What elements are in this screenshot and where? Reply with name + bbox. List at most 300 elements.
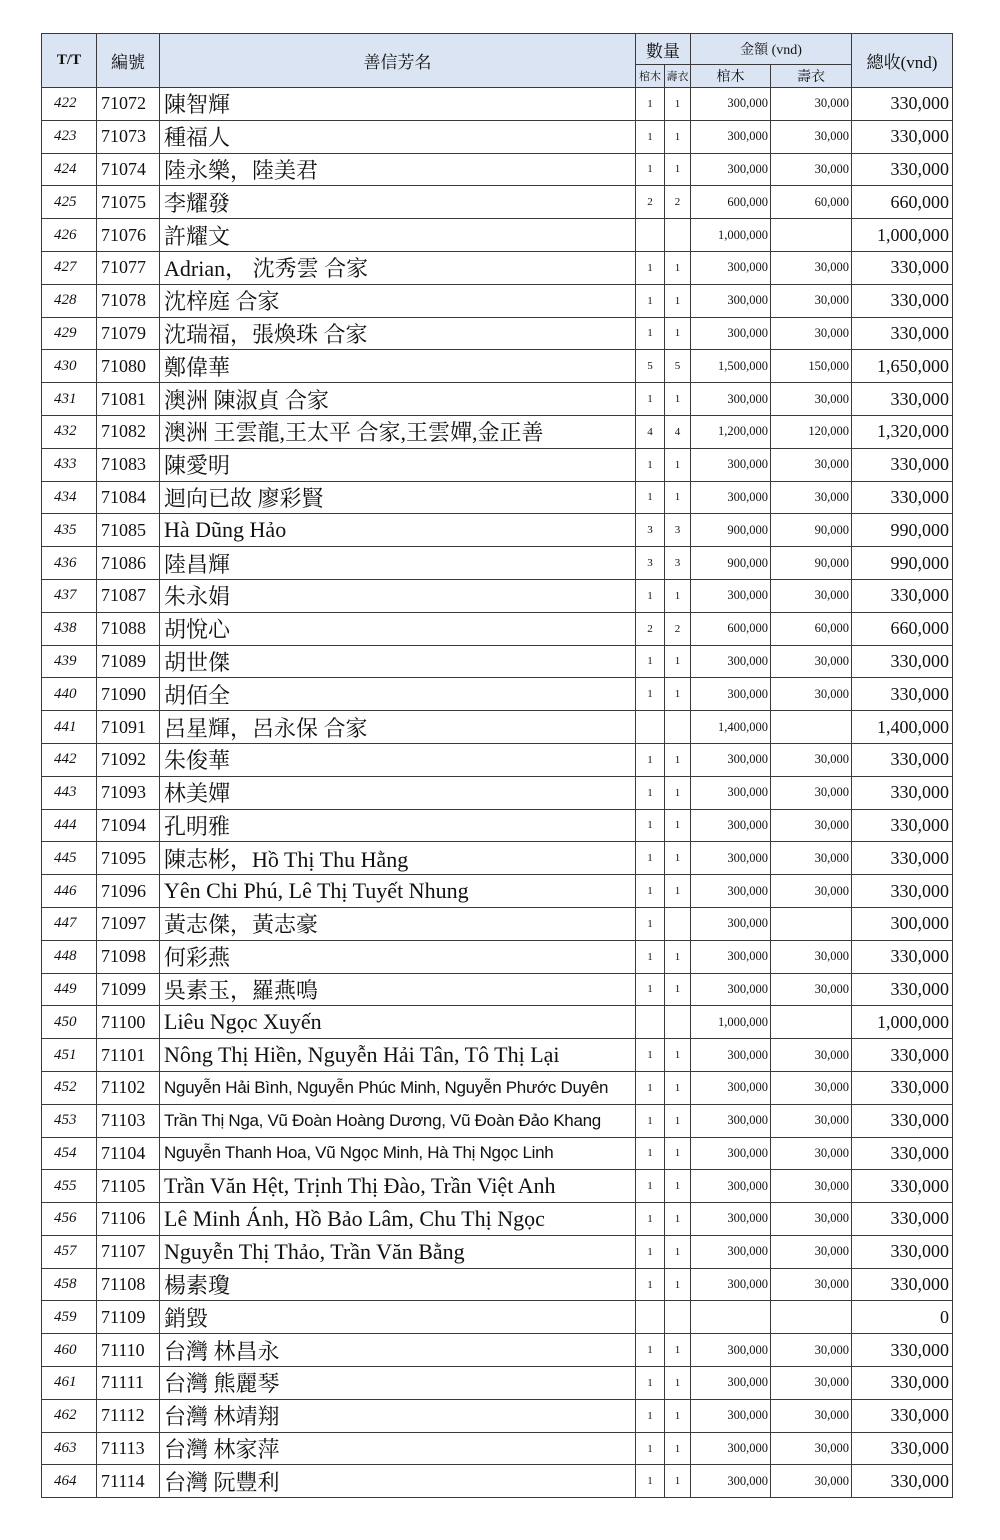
row-tt: 442 (42, 743, 97, 776)
table-row (42, 1465, 953, 1498)
row-tt: 454 (42, 1137, 97, 1170)
row-qty-coffin: 1 (636, 383, 665, 416)
row-number: 71094 (97, 809, 160, 842)
row-amount-shroud: 30,000 (771, 1203, 852, 1236)
row-name: 許耀文 (160, 219, 636, 252)
header-amount-shroud: 壽衣 (771, 65, 852, 88)
row-qty-coffin: 1 (636, 251, 665, 284)
row-qty-shroud: 1 (665, 1104, 691, 1137)
row-tt: 445 (42, 842, 97, 875)
table-row (42, 1039, 953, 1072)
row-qty-coffin: 1 (636, 1334, 665, 1367)
row-amount-coffin: 300,000 (691, 907, 771, 940)
header-tt: T/T (42, 34, 97, 88)
row-tt: 428 (42, 284, 97, 317)
row-qty-shroud: 2 (665, 186, 691, 219)
row-amount-shroud (771, 907, 852, 940)
row-name: 黃志傑，黃志豪 (160, 907, 636, 940)
row-number: 71084 (97, 481, 160, 514)
row-amount-coffin: 300,000 (691, 383, 771, 416)
row-tt: 446 (42, 875, 97, 908)
table-row (42, 907, 953, 940)
row-amount-coffin: 300,000 (691, 743, 771, 776)
row-qty-shroud: 1 (665, 940, 691, 973)
row-tt: 437 (42, 579, 97, 612)
row-qty-shroud: 1 (665, 383, 691, 416)
row-tt: 429 (42, 317, 97, 350)
row-total: 0 (852, 1301, 953, 1334)
row-total: 660,000 (852, 612, 953, 645)
row-amount-coffin: 300,000 (691, 1465, 771, 1498)
row-total: 1,000,000 (852, 1006, 953, 1039)
row-tt: 447 (42, 907, 97, 940)
row-amount-coffin: 300,000 (691, 875, 771, 908)
table-row (42, 711, 953, 744)
row-total: 660,000 (852, 186, 953, 219)
row-total: 330,000 (852, 1399, 953, 1432)
row-amount-coffin: 600,000 (691, 186, 771, 219)
row-total: 330,000 (852, 1235, 953, 1268)
row-amount-shroud: 30,000 (771, 1268, 852, 1301)
row-number: 71089 (97, 645, 160, 678)
row-amount-shroud: 30,000 (771, 88, 852, 121)
row-name: Nguyễn Thanh Hoa, Vũ Ngọc Minh, Hà Thị Ngọc Linh (160, 1137, 636, 1170)
row-amount-shroud (771, 219, 852, 252)
row-number: 71103 (97, 1104, 160, 1137)
table-row (42, 1301, 953, 1334)
row-number: 71090 (97, 678, 160, 711)
row-name: 吳素玉，羅燕鳴 (160, 973, 636, 1006)
row-tt: 424 (42, 153, 97, 186)
row-qty-coffin: 1 (636, 1235, 665, 1268)
table-row (42, 1203, 953, 1236)
row-amount-shroud (771, 1006, 852, 1039)
row-name: 陳志彬，Hồ Thị Thu Hằng (160, 842, 636, 875)
row-tt: 432 (42, 415, 97, 448)
table-row (42, 1432, 953, 1465)
row-number: 71087 (97, 579, 160, 612)
row-number: 71074 (97, 153, 160, 186)
table-row (42, 1367, 953, 1400)
row-name: 胡悅心 (160, 612, 636, 645)
row-name: 陳愛明 (160, 448, 636, 481)
row-qty-coffin: 2 (636, 186, 665, 219)
row-amount-shroud: 30,000 (771, 875, 852, 908)
row-qty-shroud (665, 219, 691, 252)
row-number: 71072 (97, 88, 160, 121)
row-qty-coffin: 1 (636, 1399, 665, 1432)
row-qty-coffin: 1 (636, 645, 665, 678)
row-amount-coffin: 300,000 (691, 1071, 771, 1104)
row-amount-shroud: 30,000 (771, 317, 852, 350)
row-amount-shroud: 60,000 (771, 186, 852, 219)
row-amount-shroud: 30,000 (771, 842, 852, 875)
row-qty-coffin: 3 (636, 547, 665, 580)
row-qty-shroud: 1 (665, 809, 691, 842)
row-qty-coffin: 1 (636, 448, 665, 481)
row-total: 330,000 (852, 1465, 953, 1498)
row-number: 71082 (97, 415, 160, 448)
row-qty-shroud: 1 (665, 1235, 691, 1268)
row-amount-shroud: 30,000 (771, 251, 852, 284)
table-row (42, 875, 953, 908)
table-row (42, 350, 953, 383)
row-qty-coffin: 1 (636, 1432, 665, 1465)
row-tt: 459 (42, 1301, 97, 1334)
table-row (42, 514, 953, 547)
row-amount-shroud: 30,000 (771, 1367, 852, 1400)
row-total: 330,000 (852, 1071, 953, 1104)
row-qty-shroud: 1 (665, 153, 691, 186)
row-amount-shroud: 90,000 (771, 514, 852, 547)
row-qty-coffin: 2 (636, 612, 665, 645)
row-total: 330,000 (852, 1268, 953, 1301)
row-amount-coffin: 300,000 (691, 1432, 771, 1465)
row-total: 990,000 (852, 514, 953, 547)
table-header (42, 34, 953, 88)
row-tt: 455 (42, 1170, 97, 1203)
row-total: 330,000 (852, 875, 953, 908)
row-amount-shroud: 30,000 (771, 1235, 852, 1268)
table-row (42, 186, 953, 219)
row-number: 71114 (97, 1465, 160, 1498)
row-amount-shroud: 30,000 (771, 1137, 852, 1170)
row-amount-coffin: 300,000 (691, 776, 771, 809)
row-amount-coffin: 300,000 (691, 1203, 771, 1236)
row-number: 71106 (97, 1203, 160, 1236)
row-amount-coffin: 300,000 (691, 251, 771, 284)
row-amount-coffin: 300,000 (691, 448, 771, 481)
row-amount-shroud: 30,000 (771, 1170, 852, 1203)
row-qty-coffin: 1 (636, 1137, 665, 1170)
row-number: 71102 (97, 1071, 160, 1104)
row-total: 330,000 (852, 579, 953, 612)
table-row (42, 973, 953, 1006)
row-number: 71111 (97, 1367, 160, 1400)
row-qty-coffin: 1 (636, 317, 665, 350)
row-tt: 449 (42, 973, 97, 1006)
row-qty-coffin: 1 (636, 1465, 665, 1498)
row-qty-coffin: 1 (636, 1170, 665, 1203)
table-row (42, 547, 953, 580)
row-tt: 439 (42, 645, 97, 678)
row-amount-coffin: 1,500,000 (691, 350, 771, 383)
row-qty-coffin: 1 (636, 875, 665, 908)
row-amount-shroud: 30,000 (771, 284, 852, 317)
row-qty-shroud: 4 (665, 415, 691, 448)
row-amount-coffin (691, 1301, 771, 1334)
row-amount-coffin: 300,000 (691, 973, 771, 1006)
row-number: 71073 (97, 120, 160, 153)
row-qty-coffin: 1 (636, 1039, 665, 1072)
row-qty-shroud: 1 (665, 1334, 691, 1367)
row-number: 71099 (97, 973, 160, 1006)
row-qty-shroud: 1 (665, 1071, 691, 1104)
table-row (42, 251, 953, 284)
row-amount-shroud: 30,000 (771, 481, 852, 514)
row-name: 台灣 林家萍 (160, 1432, 636, 1465)
row-tt: 443 (42, 776, 97, 809)
row-total: 330,000 (852, 120, 953, 153)
row-qty-coffin (636, 219, 665, 252)
row-amount-shroud: 90,000 (771, 547, 852, 580)
row-amount-shroud: 30,000 (771, 809, 852, 842)
row-amount-shroud: 30,000 (771, 120, 852, 153)
row-amount-coffin: 600,000 (691, 612, 771, 645)
row-qty-shroud: 1 (665, 875, 691, 908)
table-row (42, 743, 953, 776)
row-name: 朱永娟 (160, 579, 636, 612)
row-total: 330,000 (852, 284, 953, 317)
row-tt: 431 (42, 383, 97, 416)
row-number: 71093 (97, 776, 160, 809)
row-qty-shroud: 1 (665, 1170, 691, 1203)
row-total: 330,000 (852, 940, 953, 973)
row-name: Trần Văn Hệt, Trịnh Thị Đào, Trần Việt Anh (160, 1170, 636, 1203)
header-quantity-shroud: 壽衣 (665, 65, 691, 88)
row-name: 台灣 熊麗琴 (160, 1367, 636, 1400)
table-row (42, 809, 953, 842)
row-qty-shroud: 2 (665, 612, 691, 645)
row-tt: 460 (42, 1334, 97, 1367)
row-qty-coffin: 1 (636, 907, 665, 940)
row-qty-shroud (665, 711, 691, 744)
row-tt: 438 (42, 612, 97, 645)
row-tt: 435 (42, 514, 97, 547)
donation-table (41, 33, 953, 1498)
row-total: 330,000 (852, 88, 953, 121)
row-amount-coffin: 300,000 (691, 809, 771, 842)
row-tt: 440 (42, 678, 97, 711)
row-qty-shroud: 1 (665, 481, 691, 514)
row-amount-coffin: 300,000 (691, 940, 771, 973)
row-amount-coffin: 300,000 (691, 579, 771, 612)
row-total: 330,000 (852, 973, 953, 1006)
row-qty-coffin: 1 (636, 120, 665, 153)
header-number: 編號 (97, 34, 160, 88)
row-qty-shroud: 1 (665, 1399, 691, 1432)
row-name: Nông Thị Hiền, Nguyễn Hải Tân, Tô Thị Lại (160, 1039, 636, 1072)
row-number: 71080 (97, 350, 160, 383)
row-qty-coffin: 1 (636, 776, 665, 809)
row-amount-shroud: 30,000 (771, 1399, 852, 1432)
table-row (42, 842, 953, 875)
row-tt: 450 (42, 1006, 97, 1039)
row-qty-coffin: 1 (636, 842, 665, 875)
table-row (42, 88, 953, 121)
row-tt: 427 (42, 251, 97, 284)
row-number: 71112 (97, 1399, 160, 1432)
row-name: Nguyễn Hải Bình, Nguyễn Phúc Minh, Nguyễn Phước Duyên (160, 1071, 636, 1104)
row-amount-shroud (771, 711, 852, 744)
row-name: Yên Chi Phú, Lê Thị Tuyết Nhung (160, 875, 636, 908)
row-name: 孔明雅 (160, 809, 636, 842)
row-number: 71097 (97, 907, 160, 940)
row-name: 楊素瓊 (160, 1268, 636, 1301)
row-number: 71077 (97, 251, 160, 284)
row-qty-coffin: 1 (636, 1104, 665, 1137)
row-total: 330,000 (852, 809, 953, 842)
row-amount-shroud: 30,000 (771, 579, 852, 612)
row-tt: 433 (42, 448, 97, 481)
header-quantity: 數量 (636, 34, 691, 65)
row-amount-coffin: 300,000 (691, 1039, 771, 1072)
row-number: 71104 (97, 1137, 160, 1170)
row-amount-coffin: 300,000 (691, 153, 771, 186)
row-amount-shroud: 30,000 (771, 973, 852, 1006)
row-number: 71079 (97, 317, 160, 350)
row-total: 1,320,000 (852, 415, 953, 448)
row-tt: 425 (42, 186, 97, 219)
header-amount-coffin: 棺木 (691, 65, 771, 88)
row-name: 朱俊華 (160, 743, 636, 776)
row-qty-shroud: 1 (665, 645, 691, 678)
table-row (42, 1137, 953, 1170)
row-total: 330,000 (852, 1170, 953, 1203)
row-qty-shroud: 5 (665, 350, 691, 383)
row-amount-coffin: 300,000 (691, 120, 771, 153)
row-name: 銷毀 (160, 1301, 636, 1334)
row-amount-coffin: 1,400,000 (691, 711, 771, 744)
row-number: 71083 (97, 448, 160, 481)
row-name: Trần Thị Nga, Vũ Đoàn Hoàng Dương, Vũ Đoàn Đảo Khang (160, 1104, 636, 1137)
row-number: 71109 (97, 1301, 160, 1334)
row-qty-coffin: 3 (636, 514, 665, 547)
table-row (42, 481, 953, 514)
row-amount-shroud: 150,000 (771, 350, 852, 383)
row-qty-shroud: 1 (665, 973, 691, 1006)
row-name: 陸昌輝 (160, 547, 636, 580)
row-amount-shroud: 120,000 (771, 415, 852, 448)
row-qty-shroud: 1 (665, 776, 691, 809)
row-amount-coffin: 300,000 (691, 481, 771, 514)
table-body (42, 88, 953, 1498)
row-total: 330,000 (852, 383, 953, 416)
row-total: 330,000 (852, 776, 953, 809)
row-qty-shroud: 1 (665, 743, 691, 776)
row-number: 71108 (97, 1268, 160, 1301)
row-qty-coffin: 1 (636, 678, 665, 711)
row-qty-shroud: 1 (665, 284, 691, 317)
row-amount-coffin: 300,000 (691, 88, 771, 121)
row-name: 何彩燕 (160, 940, 636, 973)
table-row (42, 219, 953, 252)
row-amount-shroud: 30,000 (771, 153, 852, 186)
row-tt: 426 (42, 219, 97, 252)
row-name: 沈梓庭 合家 (160, 284, 636, 317)
row-total: 330,000 (852, 645, 953, 678)
row-total: 330,000 (852, 251, 953, 284)
table-row (42, 678, 953, 711)
row-qty-shroud: 1 (665, 1465, 691, 1498)
row-amount-shroud: 60,000 (771, 612, 852, 645)
table-row (42, 1334, 953, 1367)
row-amount-coffin: 300,000 (691, 317, 771, 350)
header-amount: 金額 (vnd) (691, 34, 852, 65)
row-name: 種福人 (160, 120, 636, 153)
table-row (42, 415, 953, 448)
row-number: 71096 (97, 875, 160, 908)
row-name: 台灣 林靖翔 (160, 1399, 636, 1432)
row-tt: 452 (42, 1071, 97, 1104)
row-amount-coffin: 300,000 (691, 1367, 771, 1400)
row-amount-shroud: 30,000 (771, 448, 852, 481)
row-qty-coffin: 1 (636, 1268, 665, 1301)
row-amount-shroud: 30,000 (771, 678, 852, 711)
table-row (42, 317, 953, 350)
row-qty-coffin: 5 (636, 350, 665, 383)
row-amount-shroud: 30,000 (771, 743, 852, 776)
row-qty-shroud (665, 1301, 691, 1334)
row-tt: 434 (42, 481, 97, 514)
row-name: 鄭偉華 (160, 350, 636, 383)
row-qty-shroud: 1 (665, 579, 691, 612)
row-qty-shroud: 1 (665, 1039, 691, 1072)
row-qty-shroud: 1 (665, 1432, 691, 1465)
row-tt: 457 (42, 1235, 97, 1268)
table-row (42, 940, 953, 973)
row-qty-coffin: 1 (636, 973, 665, 1006)
row-qty-coffin: 1 (636, 88, 665, 121)
row-name: 胡佰全 (160, 678, 636, 711)
row-amount-shroud: 30,000 (771, 1071, 852, 1104)
row-amount-coffin: 1,000,000 (691, 219, 771, 252)
row-amount-coffin: 900,000 (691, 514, 771, 547)
row-qty-shroud: 1 (665, 1367, 691, 1400)
row-tt: 464 (42, 1465, 97, 1498)
row-qty-coffin: 1 (636, 809, 665, 842)
row-name: Nguyễn Thị Thảo, Trần Văn Bằng (160, 1235, 636, 1268)
row-total: 330,000 (852, 842, 953, 875)
row-total: 330,000 (852, 481, 953, 514)
header-quantity-coffin: 棺木 (636, 65, 665, 88)
table-row (42, 776, 953, 809)
row-qty-coffin (636, 711, 665, 744)
row-qty-shroud: 1 (665, 251, 691, 284)
row-total: 330,000 (852, 317, 953, 350)
row-amount-shroud: 30,000 (771, 1039, 852, 1072)
row-amount-shroud: 30,000 (771, 1104, 852, 1137)
header-name: 善信芳名 (160, 34, 636, 88)
row-amount-coffin: 1,000,000 (691, 1006, 771, 1039)
row-amount-coffin: 300,000 (691, 842, 771, 875)
row-amount-shroud: 30,000 (771, 645, 852, 678)
table-row (42, 1268, 953, 1301)
row-amount-coffin: 300,000 (691, 1235, 771, 1268)
row-name: Liêu Ngọc Xuyến (160, 1006, 636, 1039)
row-amount-coffin: 300,000 (691, 678, 771, 711)
row-amount-coffin: 300,000 (691, 1104, 771, 1137)
row-total: 330,000 (852, 1104, 953, 1137)
row-amount-coffin: 1,200,000 (691, 415, 771, 448)
row-tt: 456 (42, 1203, 97, 1236)
row-amount-shroud: 30,000 (771, 1334, 852, 1367)
row-name: Adrian， 沈秀雲 合家 (160, 251, 636, 284)
row-name: 胡世傑 (160, 645, 636, 678)
row-amount-coffin: 300,000 (691, 645, 771, 678)
row-number: 71100 (97, 1006, 160, 1039)
row-number: 71098 (97, 940, 160, 973)
row-total: 1,400,000 (852, 711, 953, 744)
row-qty-shroud: 1 (665, 120, 691, 153)
row-tt: 423 (42, 120, 97, 153)
row-qty-coffin: 1 (636, 284, 665, 317)
row-qty-coffin: 1 (636, 940, 665, 973)
table-row (42, 1235, 953, 1268)
row-qty-coffin: 1 (636, 1203, 665, 1236)
row-qty-shroud: 3 (665, 514, 691, 547)
row-number: 71092 (97, 743, 160, 776)
